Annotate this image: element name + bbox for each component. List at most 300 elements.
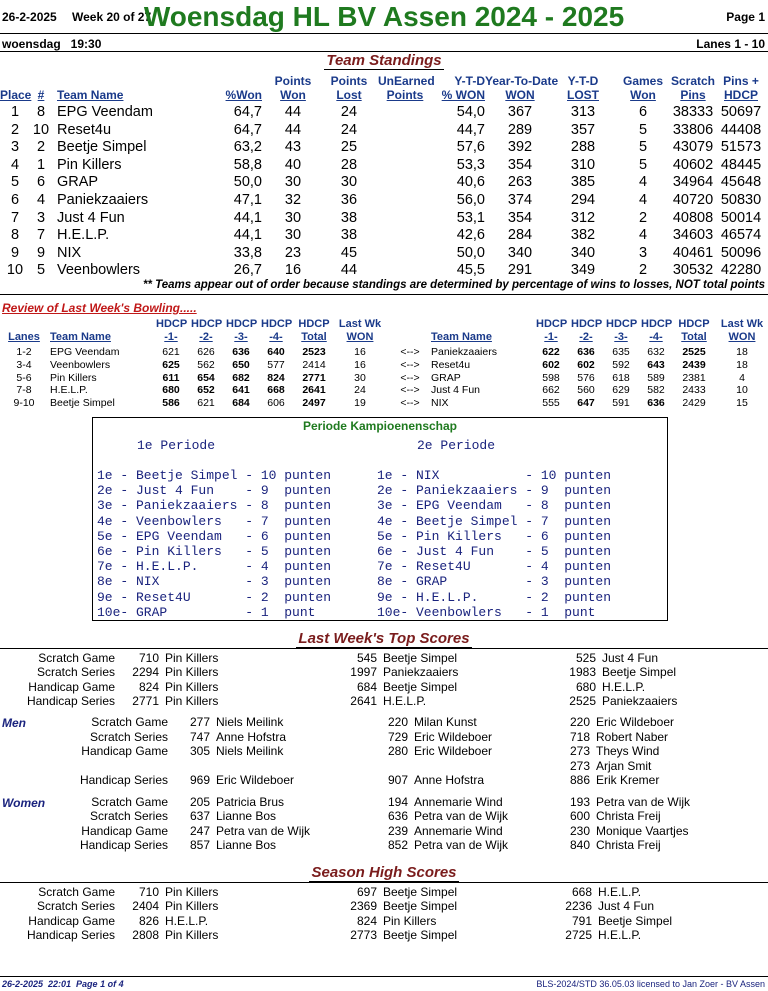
periode-entry: 2e - Paniekzaaiers - 9 punten	[377, 483, 612, 499]
day-time: woensdag 19:30	[2, 37, 102, 51]
score-cell: 592	[612, 358, 630, 371]
score-label: Handicap Game	[81, 744, 168, 759]
score-value: 239	[387, 823, 408, 838]
column-header: HDCP	[641, 318, 673, 330]
score-name: Annemarie Wind	[414, 823, 503, 838]
table-cell: Reset4u	[57, 121, 112, 138]
score-value: 886	[569, 773, 590, 788]
table-cell: 382	[570, 227, 596, 244]
score-name: Annemarie Wind	[414, 795, 503, 809]
table-cell: 10	[6, 262, 24, 279]
column-header: Year-To-Date	[485, 74, 559, 88]
table-cell: 34964	[672, 174, 714, 191]
column-header: WON	[728, 331, 756, 343]
score-name: Anne Hofstra	[216, 729, 287, 744]
table-cell: 4	[10, 156, 20, 173]
table-cell: 284	[507, 227, 533, 244]
table-cell: 44,7	[456, 121, 485, 138]
score-cell: 30	[354, 371, 366, 384]
table-cell: 2	[638, 262, 648, 279]
score-name: Eric Wildeboer	[414, 744, 493, 759]
table-cell: 4	[638, 192, 648, 208]
periode-entry: 10e- Veenbowlers - 1 punt	[377, 604, 596, 620]
score-name: Theys Wind	[596, 744, 660, 759]
column-header: Scratch	[670, 74, 716, 88]
score-name: Anne Hofstra	[414, 773, 485, 788]
score-cell: 576	[577, 371, 595, 384]
table-cell: 24	[340, 104, 358, 120]
table-cell: Pin Killers	[57, 156, 122, 173]
table-cell: 4	[638, 174, 648, 191]
periode-entry: 6e - Pin Killers - 5 punten	[97, 544, 332, 559]
table-cell: 9	[10, 244, 20, 261]
score-value: 747	[189, 729, 210, 744]
column-header: Place	[0, 88, 32, 102]
score-cell: 662	[542, 384, 560, 397]
score-value: 969	[189, 773, 210, 788]
column-header: Won	[280, 88, 306, 102]
table-cell: EPG Veendam	[57, 104, 153, 120]
score-value: 907	[387, 773, 408, 788]
table-cell: 357	[570, 121, 596, 138]
table-cell: 1	[10, 104, 20, 120]
column-header: Team Name	[50, 331, 111, 343]
column-header: -2-	[199, 331, 213, 343]
column-header: WON	[505, 88, 535, 102]
periode-entry: 2e - Just 4 Fun - 9 punten	[97, 483, 332, 499]
periode-entry: 5e - EPG Veendam - 6 punten	[97, 528, 332, 544]
table-cell: 33,8	[233, 244, 262, 261]
score-name: Beetje Simpel	[602, 665, 677, 680]
table-cell: 28	[340, 156, 358, 173]
column-header: WON	[346, 331, 374, 343]
table-cell: 5	[36, 262, 46, 279]
column-header: HDCP	[226, 318, 258, 330]
versus-arrow: <-->	[400, 397, 420, 410]
lane-pair: 1-2	[16, 346, 32, 358]
team-name: Paniekzaaiers	[431, 346, 497, 358]
table-cell: 340	[507, 244, 533, 261]
table-cell: 34603	[672, 227, 714, 244]
periode-entry: 1e - NIX - 10 punten	[377, 468, 612, 483]
standings-note: ** Teams appear out of order because standings are determined by percentage of wins to losses, NOT total points	[143, 279, 765, 291]
table-cell: 354	[507, 156, 533, 173]
column-header: Total	[301, 331, 327, 343]
score-cell: 2523	[302, 346, 326, 358]
score-cell: 606	[267, 397, 285, 410]
score-name: Lianne Bos	[216, 809, 277, 824]
score-value: 2369	[350, 899, 377, 914]
score-name: Robert Naber	[596, 729, 669, 744]
column-header: -3-	[614, 331, 628, 343]
table-cell: 263	[507, 174, 533, 191]
table-cell: 6	[36, 174, 46, 191]
report-title: Woensdag HL BV Assen 2024 - 2025	[143, 1, 625, 32]
table-cell: 50697	[720, 104, 762, 120]
score-value: 2641	[350, 694, 377, 709]
score-cell: 636	[647, 397, 665, 410]
score-value: 668	[571, 885, 592, 899]
table-cell: 38	[340, 227, 358, 244]
table-cell: 40461	[672, 244, 714, 261]
score-label: Handicap Series	[26, 928, 115, 943]
score-value: 277	[189, 715, 210, 729]
table-cell: 30	[284, 174, 302, 191]
score-name: Paniekzaaiers	[602, 694, 678, 709]
table-cell: 3	[36, 209, 46, 226]
score-cell: 555	[542, 397, 560, 410]
score-value: 840	[569, 838, 590, 853]
periode-entry: 10e- GRAP - 1 punt	[97, 604, 316, 620]
score-name: Patricia Brus	[216, 795, 285, 809]
table-cell: 63,2	[233, 139, 262, 156]
review-title: Review of Last Week's Bowling.....	[2, 301, 197, 315]
table-cell: 47,1	[233, 192, 262, 208]
column-header: Team Name	[57, 88, 124, 102]
score-label: Handicap Series	[79, 838, 168, 853]
column-header: %Won	[225, 88, 262, 102]
footer-divider	[0, 976, 768, 977]
score-value: 273	[569, 744, 590, 759]
table-cell: 58,8	[233, 156, 262, 173]
table-cell: Paniekzaaiers	[57, 192, 149, 208]
score-value: 2294	[132, 665, 159, 680]
table-cell: 5	[638, 156, 648, 173]
lane-pair: 5-6	[16, 371, 32, 384]
women-label: Women	[2, 796, 46, 810]
column-header: Points	[274, 74, 312, 88]
lane-pair: 3-4	[16, 358, 32, 371]
table-cell: 38333	[672, 104, 714, 120]
score-cell: 647	[577, 397, 595, 410]
team-name: Beetje Simpel	[50, 397, 115, 410]
score-cell: 652	[197, 384, 215, 397]
score-name: Just 4 Fun	[598, 899, 655, 914]
score-cell: 684	[232, 397, 250, 410]
table-cell: 57,6	[456, 139, 485, 156]
score-label: Handicap Series	[26, 694, 115, 709]
periode-entry: 4e - Beetje Simpel - 7 punten	[377, 513, 612, 529]
score-cell: 2497	[302, 397, 326, 410]
score-name: Beetje Simpel	[383, 885, 458, 899]
score-label: Scratch Series	[89, 809, 168, 824]
periode-entry: 4e - Veenbowlers - 7 punten	[97, 513, 332, 529]
score-name: Beetje Simpel	[383, 651, 458, 665]
table-cell: 50830	[720, 192, 762, 208]
column-header: Points	[330, 74, 368, 88]
table-cell: 4	[638, 227, 648, 244]
table-cell: 6	[10, 192, 20, 208]
versus-arrow: <-->	[400, 346, 420, 358]
score-value: 637	[189, 809, 210, 824]
periode-1-title: 1e Periode	[137, 438, 216, 453]
table-cell: 40808	[672, 209, 714, 226]
table-cell: 2	[10, 121, 20, 138]
score-value: 545	[356, 651, 377, 665]
page-number: Page 1	[726, 10, 765, 24]
score-name: Petra van de Wijk	[414, 838, 509, 853]
score-cell: 2429	[682, 397, 706, 410]
periode-title: Periode Kampioenenschap	[302, 419, 458, 433]
column-header: -3-	[234, 331, 248, 343]
periode-2-title: 2e Periode	[417, 438, 496, 453]
score-cell: 629	[612, 384, 630, 397]
table-cell: 54,0	[456, 104, 485, 120]
score-name: Pin Killers	[165, 679, 219, 694]
column-header: -4-	[269, 331, 283, 343]
table-cell: 6	[638, 104, 648, 120]
top-scores-divider	[0, 648, 768, 649]
column-header: Team Name	[431, 331, 492, 343]
score-cell: 24	[354, 384, 366, 397]
table-cell: 291	[507, 262, 533, 279]
score-name: Erik Kremer	[596, 773, 660, 788]
table-cell: 7	[10, 209, 20, 226]
table-cell: 349	[570, 262, 596, 279]
score-name: Pin Killers	[165, 651, 219, 665]
table-cell: 289	[507, 121, 533, 138]
column-header: HDCP	[261, 318, 293, 330]
score-cell: 586	[162, 397, 180, 410]
table-cell: 10	[32, 121, 50, 138]
score-name: Christa Freij	[596, 838, 661, 853]
score-label: Scratch Game	[38, 651, 115, 665]
table-cell: 51573	[720, 139, 762, 156]
score-cell: 625	[162, 358, 180, 371]
table-cell: 5	[638, 139, 648, 156]
score-cell: 636	[577, 346, 595, 358]
periode-entry: 8e - NIX - 3 punten	[97, 574, 332, 590]
periode-entry: 1e - Beetje Simpel - 10 punten	[97, 468, 332, 483]
score-cell: 635	[612, 346, 630, 358]
table-cell: 44	[284, 104, 302, 120]
score-cell: 2641	[302, 384, 326, 397]
score-name: H.E.L.P.	[598, 928, 642, 943]
score-label: Handicap Series	[79, 773, 168, 788]
score-value: 710	[138, 651, 159, 665]
season-high-title: Season High Scores	[311, 864, 457, 881]
score-value: 525	[575, 651, 596, 665]
score-cell: 4	[739, 371, 745, 384]
table-cell: 5	[638, 121, 648, 138]
score-label: Handicap Game	[28, 913, 115, 928]
table-cell: 312	[570, 209, 596, 226]
score-label: Scratch Game	[38, 885, 115, 899]
table-cell: 50,0	[233, 174, 262, 191]
table-cell: 30	[340, 174, 358, 191]
table-cell: 53,1	[456, 209, 485, 226]
footer-left: 26-2-2025 22:01 Page 1 of 4	[2, 979, 124, 989]
score-cell: 16	[354, 346, 366, 358]
versus-arrow: <-->	[400, 384, 420, 397]
table-cell: 46574	[720, 227, 762, 244]
periode-box	[92, 417, 668, 621]
score-name: Christa Freij	[596, 809, 661, 824]
column-header: Y-T-D	[567, 74, 599, 88]
table-cell: 42280	[720, 262, 762, 279]
column-header: UnEarned	[378, 74, 435, 88]
table-cell: 1	[36, 156, 46, 173]
score-value: 680	[575, 679, 596, 694]
table-cell: 38	[340, 209, 358, 226]
score-name: Petra van de Wijk	[216, 823, 311, 838]
score-value: 684	[356, 679, 377, 694]
column-header: -4-	[649, 331, 663, 343]
table-cell: 40720	[672, 192, 714, 208]
table-cell: 40,6	[456, 174, 485, 191]
table-cell: 24	[340, 121, 358, 138]
table-cell: 23	[284, 244, 302, 261]
score-value: 280	[387, 744, 408, 759]
standings-divider	[0, 294, 768, 295]
periode-entry: 6e - Just 4 Fun - 5 punten	[377, 544, 612, 559]
table-cell: 313	[570, 104, 596, 120]
score-name: Eric Wildeboer	[414, 729, 493, 744]
report-date: 26-2-2025	[2, 10, 57, 24]
column-header: Last Wk	[338, 318, 382, 330]
score-value: 636	[387, 809, 408, 824]
team-name: NIX	[431, 397, 449, 410]
table-cell: Just 4 Fun	[57, 209, 125, 226]
score-name: Paniekzaaiers	[383, 665, 459, 680]
table-cell: 310	[570, 156, 596, 173]
score-value: 1997	[350, 665, 377, 680]
score-name: Beetje Simpel	[598, 913, 673, 928]
score-value: 600	[569, 809, 590, 824]
column-header: HDCP	[606, 318, 638, 330]
table-cell: 48445	[720, 156, 762, 173]
column-header: HDCP	[536, 318, 568, 330]
score-name: Just 4 Fun	[602, 651, 659, 665]
periode-entry: 3e - Paniekzaaiers - 8 punten	[97, 498, 332, 514]
score-value: 2725	[565, 928, 592, 943]
periode-entry: 9e - H.E.L.P. - 2 punten	[377, 589, 612, 605]
score-cell: 622	[542, 346, 560, 358]
score-label: Scratch Series	[89, 729, 168, 744]
score-label: Scratch Series	[36, 899, 115, 914]
versus-arrow: <-->	[400, 358, 420, 371]
score-value: 2404	[132, 899, 159, 914]
table-cell: 374	[507, 192, 533, 208]
score-cell: 602	[577, 358, 595, 371]
score-cell: 650	[232, 358, 250, 371]
score-name: H.E.L.P.	[598, 885, 642, 899]
table-cell: 3	[638, 244, 648, 261]
table-cell: 8	[36, 104, 46, 120]
score-cell: 680	[162, 384, 180, 397]
table-cell: 45648	[720, 174, 762, 191]
score-cell: 621	[197, 397, 215, 410]
score-value: 824	[138, 679, 159, 694]
table-cell: 367	[507, 104, 533, 120]
score-cell: 15	[736, 397, 748, 410]
score-value: 857	[189, 838, 210, 853]
score-name: Pin Killers	[383, 913, 437, 928]
periode-entry: 9e - Reset4U - 2 punten	[97, 589, 332, 605]
score-value: 2525	[569, 694, 596, 709]
footer-right: BLS-2024/STD 36.05.03 licensed to Jan Zoer - BV Assen	[536, 979, 765, 989]
table-cell: 43	[284, 139, 302, 156]
team-name: EPG Veendam	[50, 346, 120, 358]
table-cell: 50014	[720, 209, 762, 226]
table-cell: 26,7	[233, 262, 262, 279]
header-divider	[0, 33, 768, 34]
score-label: Handicap Game	[28, 679, 115, 694]
table-cell: 45	[340, 244, 358, 261]
column-header: Points	[386, 88, 424, 102]
score-name: Pin Killers	[165, 899, 219, 914]
score-name: H.E.L.P.	[383, 694, 427, 709]
column-header: -1-	[164, 331, 178, 343]
score-cell: 2433	[682, 384, 706, 397]
table-cell: 340	[570, 244, 596, 261]
team-name: Pin Killers	[50, 371, 97, 384]
periode-entry: 5e - Pin Killers - 6 punten	[377, 528, 612, 544]
score-name: H.E.L.P.	[165, 913, 209, 928]
table-cell: 40	[284, 156, 302, 173]
table-cell: 288	[570, 139, 596, 156]
column-header: HDCP	[156, 318, 188, 330]
season-high-divider	[0, 882, 768, 883]
score-value: 205	[189, 795, 210, 809]
table-cell: 44	[340, 262, 358, 279]
score-name: Eric Wildeboer	[596, 715, 675, 729]
score-name: Petra van de Wijk	[596, 795, 691, 809]
team-name: Just 4 Fun	[431, 384, 481, 397]
score-cell: 589	[647, 371, 665, 384]
periode-entry: 8e - GRAP - 3 punten	[377, 574, 612, 590]
score-cell: 18	[736, 346, 748, 358]
column-header: Games	[622, 74, 664, 88]
score-label: Handicap Game	[81, 823, 168, 838]
column-header: % WON	[441, 88, 485, 102]
table-cell: 50,0	[456, 244, 485, 261]
table-cell: 45,5	[456, 262, 485, 279]
score-cell: 626	[197, 346, 215, 358]
table-cell: 44408	[720, 121, 762, 138]
score-value: 826	[138, 913, 159, 928]
column-header: Lost	[336, 88, 362, 102]
score-cell: 2771	[302, 371, 326, 384]
column-header: HDCP	[571, 318, 603, 330]
column-header: LOST	[567, 88, 599, 102]
score-value: 247	[189, 823, 210, 838]
table-cell: 50096	[720, 244, 762, 261]
standings-title: Team Standings	[326, 52, 442, 69]
score-cell: 611	[162, 371, 180, 384]
score-value: 697	[356, 885, 377, 899]
column-header: Pins +	[723, 74, 759, 88]
table-cell: 40602	[672, 156, 714, 173]
score-value: 729	[387, 729, 408, 744]
table-cell: 64,7	[233, 104, 262, 120]
score-cell: 2525	[682, 346, 706, 358]
score-cell: 2381	[682, 371, 706, 384]
column-header: HDCP	[723, 88, 758, 102]
column-header: -2-	[579, 331, 593, 343]
men-label: Men	[2, 716, 26, 730]
score-cell: 591	[612, 397, 630, 410]
table-cell: 294	[570, 192, 596, 208]
table-cell: 30	[284, 209, 302, 226]
score-cell: 602	[542, 358, 560, 371]
score-cell: 2414	[302, 358, 326, 371]
column-header: Y-T-D	[454, 74, 485, 88]
score-cell: 582	[647, 384, 665, 397]
table-cell: 64,7	[233, 121, 262, 138]
table-cell: 30532	[672, 262, 714, 279]
score-cell: 824	[267, 371, 285, 384]
